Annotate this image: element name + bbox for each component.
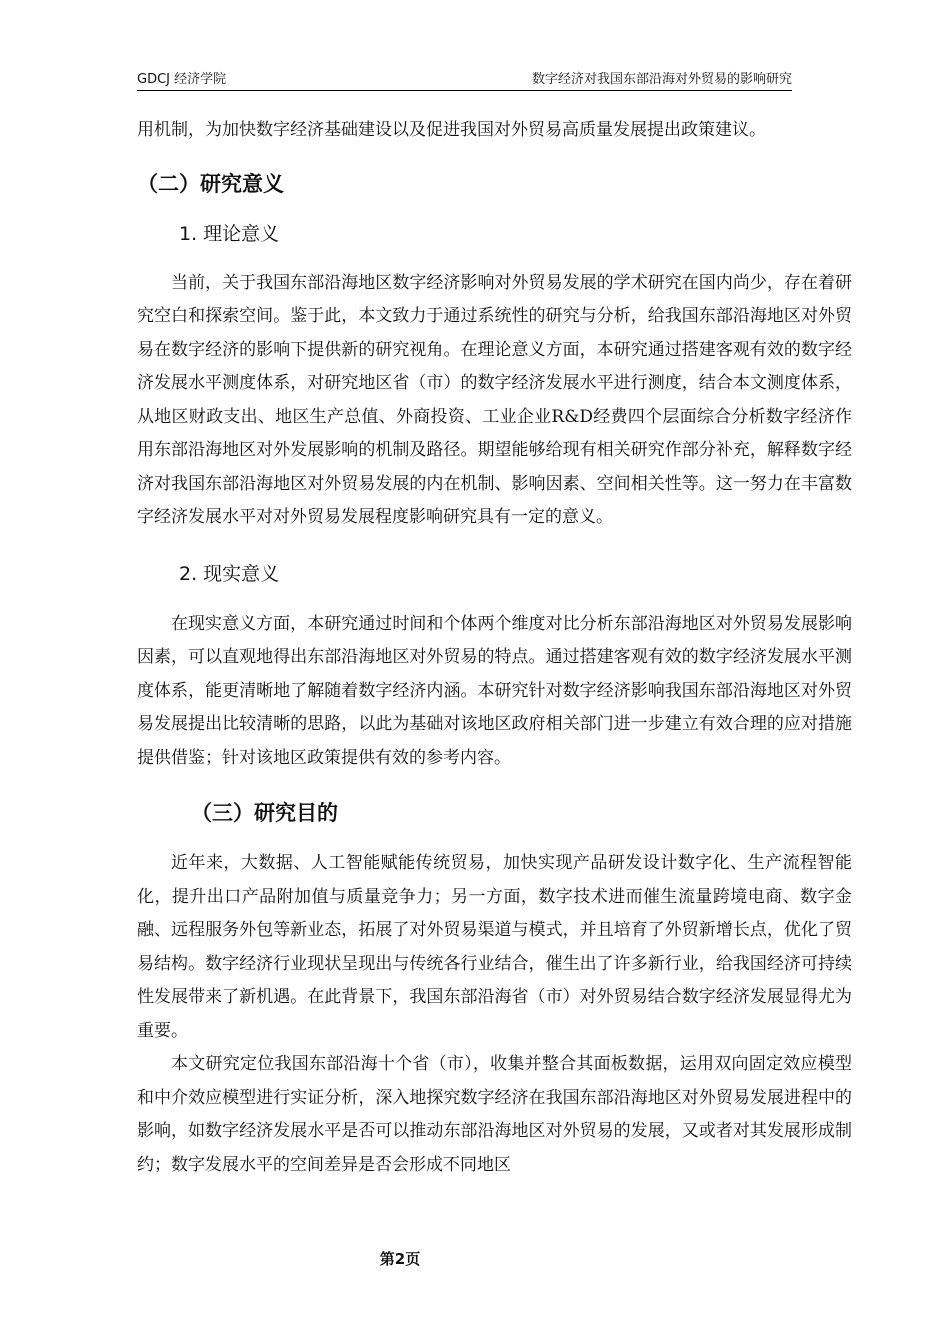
header-title: 数字经济对我国东部沿海对外贸易的影响研究 bbox=[531, 72, 792, 87]
intro-line: 用机制，为加快数字经济基础建设以及促进我国对外贸易高质量发展提出政策建议。 bbox=[137, 120, 766, 140]
paragraph-theoretical: 当前，关于我国东部沿海地区数字经济影响对外贸易发展的学术研究在国内尚少，存在着研究空白和探索空间。鉴于此，本文致力于通过系统性的研究与分析，给我国东部沿海地区对外贸易在数字经济的影响下提供新的研究视角。在理论意义方面，本研究通过搭建客观有效的数字经济发展水平测度体系，对研究地区省（市）的数字经济发展水平进行测度，结合本文测度体系，从地区财政支出、地区生产总值、外商投资、工业企业R&D经费四个层面综合分析数字经济作用东部沿海地区对外发展影响的机制及路径。期望能够给现有相关研究作部分补充，解释数字经济对我国东部沿海地区对外贸易发展的内在机制、影响因素、空间相关性等。这一努力在丰富数字经济发展水平对对外贸易发展程度影响研究具有一定的意义。 bbox=[137, 272, 852, 527]
header-school: GDCJ 经济学院 bbox=[137, 72, 227, 87]
paragraph-practical: 在现实意义方面，本研究通过时间和个体两个维度对比分析东部沿海地区对外贸易发展影响因素，可以直观地得出东部沿海地区对外贸易的特点。通过搭建客观有效的数字经济发展水平测度体系，能更清晰地了解随着数字经济内涵。本研究针对数字经济影响我国东部沿海地区对外贸易发展提出比较清晰的思路，以此为基础对该地区政府相关部门进一步建立有效合理的应对措施提供借鉴；针对该地区政策提供有效的参考内容。 bbox=[137, 613, 852, 768]
paragraph-purpose-2: 本文研究定位我国东部沿海十个省（市），收集并整合其面板数据，运用双向固定效应模型和中介效应模型进行实证分析，深入地探究数字经济在我国东部沿海地区对外贸易发展进程中的影响，如数字经济发展水平是否可以推动东部沿海地区对外贸易的发展，又或者对其发展形成制约；数字发展水平的空间差异是否会形成不同地区 bbox=[137, 1054, 852, 1175]
section-heading-purpose: （三）研究目的 bbox=[191, 801, 338, 825]
document-body bbox=[137, 114, 852, 1182]
page-header bbox=[137, 66, 792, 91]
subheading-practical: 2. 现实意义 bbox=[179, 562, 280, 585]
paragraph-purpose-1: 近年来，大数据、人工智能赋能传统贸易，加快实现产品研发设计数字化、生产流程智能化，提升出口产品附加值与质量竞争力；另一方面，数字技术进而催生流量跨境电商、数字金融、远程服务外包等新业态，拓展了对外贸易渠道与模式，并且培育了外贸新增长点，优化了贸易结构。数字经济行业现状呈现出与传统各行业结合，催生出了许多新行业，给我国经济可持续性发展带来了新机遇。在此背景下，我国东部沿海省（市）对外贸易结合数字经济发展显得尤为重要。 bbox=[137, 853, 852, 1041]
section-heading-significance: （二）研究意义 bbox=[137, 171, 284, 196]
subheading-theoretical: 1. 理论意义 bbox=[179, 222, 280, 245]
page-number: 第2页 bbox=[379, 1250, 421, 1268]
